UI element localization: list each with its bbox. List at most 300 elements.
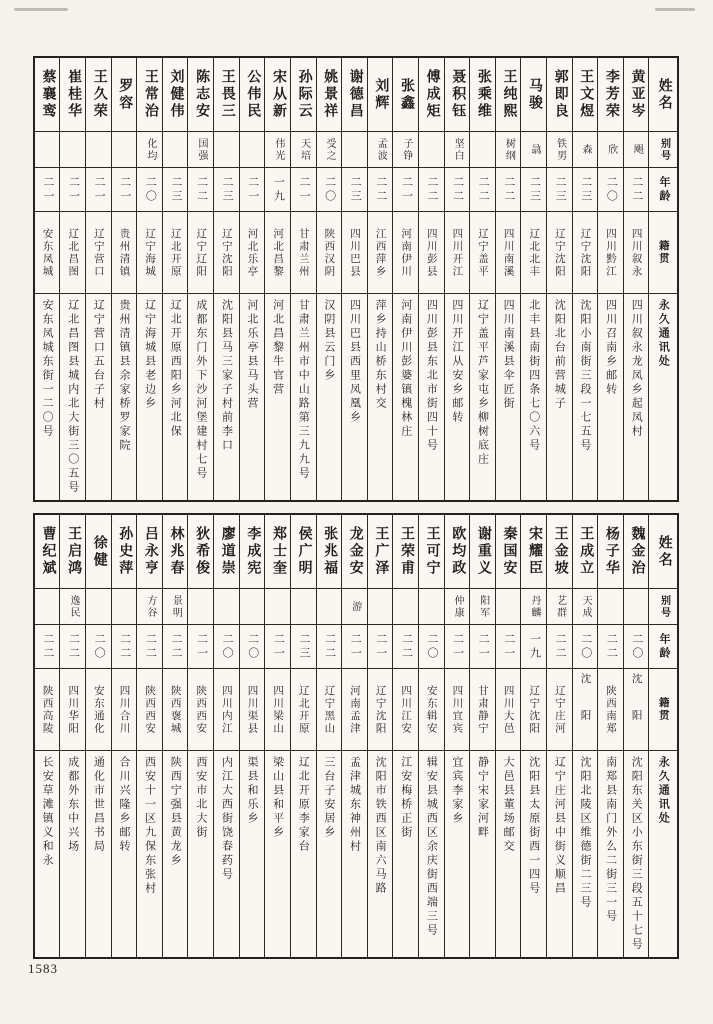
person-age-cell [573, 168, 598, 212]
person-origin: 四川彭县 [425, 227, 437, 278]
person-age-cell [265, 625, 290, 669]
person-age-cell [368, 625, 393, 669]
person-column [239, 58, 265, 500]
person-column [623, 58, 649, 500]
person-address-cell [445, 294, 470, 500]
person-origin-cell [393, 212, 418, 294]
person-address-cell [265, 294, 290, 500]
person-address-cell [317, 751, 342, 957]
person-age: 二一 [118, 175, 131, 204]
person-name-cell [214, 515, 239, 589]
person-origin-cell [214, 212, 239, 294]
person-address: 北丰县南街四条七〇六号 [527, 299, 540, 453]
person-address-cell [573, 294, 598, 500]
person-age: 二一 [67, 175, 80, 204]
person-alias-cell [624, 132, 649, 168]
header-age-label: 年龄 [658, 175, 670, 204]
person-address: 四川开江从安乡邮转 [450, 299, 463, 425]
person-column [469, 515, 495, 957]
person-alias-cell [521, 132, 546, 168]
person-name: 魏金治 [629, 526, 645, 577]
person-origin: 辽宁沈阳 [374, 684, 386, 735]
person-alias-cell [573, 132, 598, 168]
person-origin: 辽北开原 [297, 684, 309, 735]
person-age: 二二 [554, 632, 567, 661]
person-alias-cell [188, 132, 213, 168]
person-name: 徐健 [91, 534, 107, 569]
person-column [187, 515, 213, 957]
person-address: 安东凤城东街一二〇号 [41, 299, 54, 439]
person-column [444, 515, 470, 957]
person-column [35, 58, 60, 500]
person-column [572, 515, 598, 957]
person-column [392, 515, 418, 957]
person-age-cell [137, 625, 162, 669]
person-origin-cell [291, 669, 316, 751]
person-age-cell [470, 168, 495, 212]
scan-artifact-left [14, 8, 68, 11]
person-origin: 四川宜宾 [451, 684, 463, 735]
header-column [648, 515, 677, 957]
person-name-cell [317, 515, 342, 589]
person-address: 辽宁庄河县中街义顺昌 [553, 756, 566, 896]
person-address: 孟津城东神州村 [348, 756, 361, 854]
person-age: 二二 [400, 632, 413, 661]
person-address: 汉阴县云门乡 [322, 299, 335, 383]
person-column [59, 515, 85, 957]
person-address: 宜宾李家乡 [450, 756, 463, 826]
person-origin-cell [419, 669, 444, 751]
person-name-cell [496, 58, 521, 132]
person-alias-cell [86, 589, 111, 625]
person-address-cell [137, 294, 162, 500]
person-name-cell [86, 58, 111, 132]
person-age-cell [291, 625, 316, 669]
person-age: 二一 [502, 632, 515, 661]
person-origin: 四川江安 [400, 684, 412, 735]
person-origin-cell [496, 212, 521, 294]
person-origin-cell [573, 212, 598, 294]
person-name-cell [393, 515, 418, 589]
person-alias-cell [214, 132, 239, 168]
person-address-cell [368, 294, 393, 500]
person-alias-cell [470, 589, 495, 625]
person-address: 西安十一区九保东张村 [143, 756, 156, 896]
person-alias-cell [419, 589, 444, 625]
person-address-cell [496, 751, 521, 957]
person-age: 二三 [298, 632, 310, 661]
person-address-cell [342, 751, 367, 957]
person-name: 姚景祥 [322, 69, 338, 120]
person-alias-cell [86, 132, 111, 168]
person-age-cell [240, 625, 265, 669]
header-origin-cell [649, 212, 677, 294]
person-age-cell [496, 168, 521, 212]
person-address-cell [445, 751, 470, 957]
person-alias: 树纲 [503, 137, 515, 162]
person-alias-cell [112, 132, 137, 168]
person-age-cell [342, 168, 367, 212]
person-alias-cell [291, 589, 316, 625]
person-origin-cell [265, 212, 290, 294]
person-name: 吕永亨 [142, 526, 158, 577]
person-address: 辑安县城西区余庆街西端三号 [425, 756, 438, 938]
person-age-cell [291, 168, 316, 212]
person-origin: 辽宁黑山 [323, 684, 335, 735]
person-origin-cell [445, 212, 470, 294]
person-origin-cell [137, 212, 162, 294]
person-name: 龙金安 [347, 526, 363, 577]
person-age: 一九 [528, 632, 541, 661]
person-address-cell [598, 751, 623, 957]
person-age: 二一 [93, 175, 106, 204]
person-origin-cell [624, 669, 649, 751]
person-address: 萍乡持山桥东村交 [374, 299, 387, 411]
person-address: 渠县和乐乡 [246, 756, 259, 826]
person-name-cell [35, 515, 60, 589]
person-column [85, 515, 111, 957]
header-origin-cell [649, 669, 677, 751]
person-alias-cell [470, 132, 495, 168]
person-origin-cell [393, 669, 418, 751]
person-alias-cell [419, 132, 444, 168]
person-name-cell [112, 515, 137, 589]
person-origin-cell [598, 669, 623, 751]
person-address-cell [86, 294, 111, 500]
person-alias-cell [265, 589, 290, 625]
person-age-cell [547, 625, 572, 669]
person-origin: 辽宁沈阳 [528, 684, 540, 735]
person-origin-cell [445, 669, 470, 751]
person-address-cell [240, 751, 265, 957]
person-origin: 四川巴县 [348, 227, 360, 278]
person-name: 谢重义 [475, 526, 491, 577]
person-age: 二二 [195, 175, 208, 204]
person-age: 二二 [605, 632, 618, 661]
person-alias-cell [265, 132, 290, 168]
person-name-cell [240, 58, 265, 132]
person-origin: 辽宁辽阳 [195, 227, 207, 278]
person-alias-cell [112, 589, 137, 625]
person-age-cell [445, 625, 470, 669]
person-alias-cell [137, 589, 162, 625]
person-column [59, 58, 85, 500]
person-alias-cell [393, 132, 418, 168]
person-address-cell [60, 294, 85, 500]
person-column [418, 58, 444, 500]
person-address: 辽北开原李家台 [297, 756, 310, 854]
person-alias-cell [547, 132, 572, 168]
header-address-cell [649, 751, 677, 957]
person-alias-cell [368, 132, 393, 168]
person-column [187, 58, 213, 500]
person-origin: 辽北开原 [169, 227, 181, 278]
person-address-cell [393, 294, 418, 500]
person-alias-cell [163, 132, 188, 168]
person-name: 王畏三 [219, 69, 235, 120]
person-name: 廖道崇 [219, 526, 235, 577]
person-origin-cell [624, 212, 649, 294]
person-column [341, 58, 367, 500]
person-name-cell [521, 515, 546, 589]
person-name-cell [496, 515, 521, 589]
header-origin-label: 籍贯 [657, 240, 669, 265]
person-column [341, 515, 367, 957]
person-origin: 沈阳 [630, 673, 642, 746]
person-origin-cell [35, 669, 60, 751]
person-origin-cell [342, 212, 367, 294]
person-origin-cell [547, 212, 572, 294]
person-alias-cell [35, 589, 60, 625]
page-number: 1583 [28, 961, 58, 976]
person-alias-cell [188, 589, 213, 625]
person-alias: 骉 [528, 143, 540, 156]
person-origin-cell [496, 669, 521, 751]
person-age: 二〇 [605, 175, 618, 204]
person-age: 二二 [502, 175, 515, 204]
person-address: 长安草滩镇义和永 [41, 756, 54, 868]
person-column [162, 515, 188, 957]
person-column [469, 58, 495, 500]
person-alias-cell [342, 132, 367, 168]
person-address-cell [137, 751, 162, 957]
person-age: 二二 [67, 632, 80, 661]
person-origin-cell [368, 212, 393, 294]
person-alias: 孟波 [375, 137, 387, 162]
person-name: 侯广明 [296, 526, 312, 577]
person-name: 秦国安 [501, 526, 517, 577]
person-origin-cell [470, 212, 495, 294]
person-alias: 国强 [196, 137, 208, 162]
person-name: 张乘维 [475, 69, 491, 120]
table-grid-bottom [33, 513, 679, 959]
person-age-cell [419, 625, 444, 669]
person-column [597, 58, 623, 500]
person-name-cell [342, 515, 367, 589]
person-origin: 四川内江 [220, 684, 232, 735]
person-alias-cell [240, 132, 265, 168]
person-column [239, 515, 265, 957]
person-name: 杨子华 [603, 526, 619, 577]
person-age-cell [393, 168, 418, 212]
person-alias-cell [60, 589, 85, 625]
person-age-cell [624, 625, 649, 669]
person-address: 成都外东中兴场 [66, 756, 79, 854]
person-name-cell [86, 515, 111, 589]
person-address-cell [393, 751, 418, 957]
person-name: 王荣甫 [399, 526, 414, 577]
person-name: 郭即良 [552, 69, 568, 120]
person-name-cell [598, 515, 623, 589]
person-address: 内江大西街饶春药号 [220, 756, 233, 882]
person-name-cell [624, 58, 649, 132]
person-address: 通化市世昌书局 [92, 756, 105, 854]
person-address: 沈阳县太原街西一四号 [527, 756, 540, 896]
person-age: 二一 [451, 632, 464, 661]
person-age-cell [86, 168, 111, 212]
person-address: 梁山县和平乡 [271, 756, 284, 840]
person-origin: 河南孟津 [348, 684, 360, 735]
person-origin-cell [35, 212, 60, 294]
person-name: 谢德昌 [347, 69, 363, 120]
person-name: 刘辉 [373, 77, 389, 112]
person-age: 二二 [144, 632, 157, 661]
person-origin: 辽宁营口 [92, 227, 104, 278]
person-name: 罗容 [117, 77, 133, 112]
person-name: 聂积钰 [450, 69, 466, 120]
person-name-cell [598, 58, 623, 132]
person-alias-cell [573, 589, 598, 625]
person-age: 二三 [554, 175, 567, 204]
person-address-cell [291, 294, 316, 500]
person-age-cell [188, 625, 213, 669]
person-column [495, 515, 521, 957]
person-name: 王纯熙 [501, 69, 517, 120]
person-address-cell [214, 751, 239, 957]
person-origin: 河南伊川 [400, 227, 412, 278]
person-origin-cell [188, 212, 213, 294]
person-origin: 辽宁沈阳 [579, 227, 591, 278]
person-alias-cell [598, 589, 623, 625]
person-origin: 陕西褒城 [169, 684, 181, 735]
person-alias-cell [445, 132, 470, 168]
person-origin-cell [163, 212, 188, 294]
person-address-cell [35, 294, 60, 500]
directory-table-top [33, 56, 679, 502]
person-age-cell [521, 625, 546, 669]
person-alias: 欣 [605, 143, 617, 156]
person-name: 欧均政 [450, 526, 466, 577]
person-column [546, 58, 572, 500]
person-age-cell [35, 625, 60, 669]
person-age-cell [368, 168, 393, 212]
person-name: 王成立 [578, 526, 594, 577]
person-age: 二二 [426, 175, 439, 204]
header-address-label: 永久通讯处 [657, 299, 670, 369]
person-address-cell [419, 294, 444, 500]
person-origin: 甘肃静宁 [477, 684, 488, 735]
person-origin: 辽宁沈阳 [220, 227, 232, 278]
person-age-cell [342, 625, 367, 669]
person-alias-cell [445, 589, 470, 625]
person-name: 李成宪 [245, 526, 261, 577]
person-age: 二〇 [426, 632, 439, 661]
person-age: 二一 [349, 632, 362, 661]
person-origin-cell [521, 669, 546, 751]
person-origin: 辽宁沈阳 [553, 227, 565, 278]
person-alias: 天成 [580, 594, 592, 619]
person-origin-cell [86, 212, 111, 294]
person-name-cell [521, 58, 546, 132]
person-address-cell [163, 294, 188, 500]
person-name: 曹纪斌 [40, 526, 56, 577]
person-name-cell [112, 58, 137, 132]
person-origin-cell [112, 212, 137, 294]
person-origin: 安东通化 [92, 684, 104, 735]
person-alias-cell [368, 589, 393, 625]
person-alias-cell [598, 132, 623, 168]
person-alias: 逸民 [67, 594, 79, 619]
person-name: 宋从新 [270, 69, 286, 120]
person-address: 静宁宋家河畔 [476, 756, 489, 840]
person-age: 二一 [41, 175, 54, 204]
person-age: 二〇 [93, 632, 106, 661]
person-name-cell [445, 58, 470, 132]
person-alias-cell [137, 132, 162, 168]
person-origin: 陕西西安 [144, 684, 156, 735]
person-alias: 森 [580, 143, 592, 156]
person-address: 沈阳北台前营城子 [553, 299, 566, 411]
person-address-cell [624, 294, 649, 500]
person-column [162, 58, 188, 500]
person-name-cell [291, 515, 316, 589]
person-name-cell [419, 58, 444, 132]
person-name: 李芳荣 [603, 69, 619, 120]
person-age-cell [317, 625, 342, 669]
person-column [572, 58, 598, 500]
person-age-cell [35, 168, 60, 212]
person-alias-cell [317, 132, 342, 168]
person-age: 二二 [451, 175, 464, 204]
person-alias-cell [624, 589, 649, 625]
person-origin-cell [521, 212, 546, 294]
person-age: 二三 [169, 175, 182, 204]
person-address-cell [521, 294, 546, 500]
person-age-cell [163, 168, 188, 212]
person-age-cell [265, 168, 290, 212]
person-name-cell [445, 515, 470, 589]
person-origin-cell [60, 212, 85, 294]
person-age-cell [60, 625, 85, 669]
person-address-cell [342, 294, 367, 500]
person-name: 郑士奎 [270, 526, 286, 577]
person-column [35, 515, 60, 957]
person-age-cell [573, 625, 598, 669]
person-column [85, 58, 111, 500]
person-name: 陈志安 [194, 69, 210, 120]
header-age-cell [649, 168, 677, 212]
person-origin: 辽宁庄河 [553, 684, 565, 735]
person-age: 二一 [298, 175, 310, 204]
person-alias: 丹麟 [528, 594, 540, 619]
person-column [520, 515, 546, 957]
person-origin: 安东凤城 [41, 227, 53, 278]
person-column [392, 58, 418, 500]
person-name: 蔡襄鸾 [40, 69, 56, 120]
person-name-cell [291, 58, 316, 132]
person-address: 陕西宁强县黄龙乡 [169, 756, 182, 868]
header-name-label: 姓名 [656, 77, 672, 112]
person-alias: 铁男 [554, 137, 566, 162]
person-address-cell [163, 751, 188, 957]
person-age-cell [240, 168, 265, 212]
person-name: 孙史萍 [117, 526, 133, 577]
person-origin-cell [137, 669, 162, 751]
person-origin: 陕西西安 [195, 684, 207, 735]
header-address-label: 永久通讯处 [657, 756, 670, 826]
person-address-cell [547, 294, 572, 500]
person-address: 成都东门外下沙河堡建村七号 [194, 299, 207, 481]
person-age-cell [547, 168, 572, 212]
person-age-cell [60, 168, 85, 212]
person-alias-cell [214, 589, 239, 625]
person-age-cell [188, 168, 213, 212]
person-address-cell [521, 751, 546, 957]
person-address: 合川兴隆乡邮转 [118, 756, 130, 854]
person-address: 沈阳县马三家子村前李口 [220, 299, 233, 453]
person-address: 四川叙永龙凤乡起凤村 [630, 299, 643, 439]
person-age: 二二 [169, 632, 182, 661]
